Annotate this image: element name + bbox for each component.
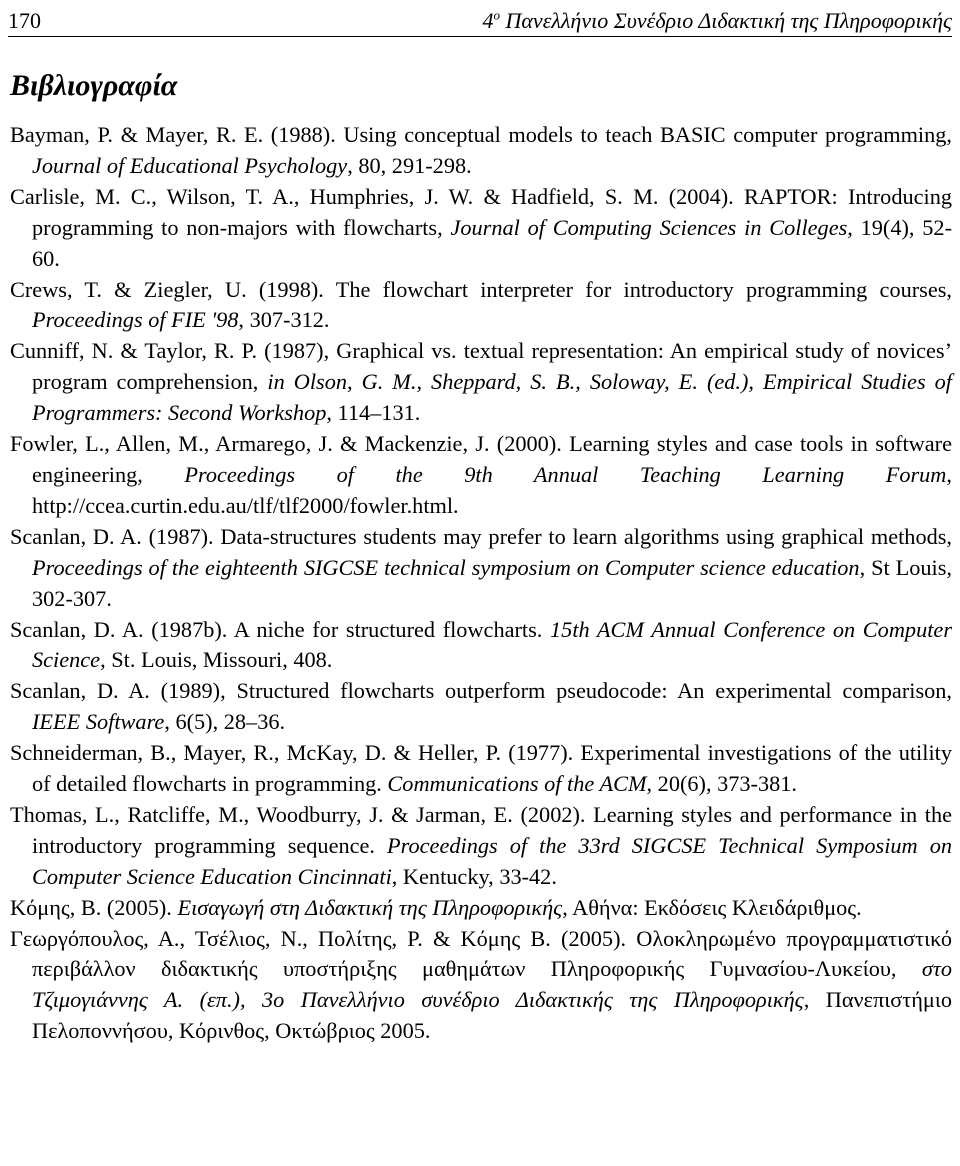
reference-source: Εισαγωγή στη Διδακτική της Πληροφορικής bbox=[177, 894, 563, 920]
reference-entry bbox=[10, 336, 952, 429]
reference-text: , 307-312. bbox=[238, 307, 330, 333]
reference-entry bbox=[10, 275, 952, 337]
reference-text: Crews, T. & Ziegler, U. (1998). The flowchart interpreter for introductory programming courses, bbox=[10, 276, 952, 302]
reference-source: στο Τζιμογιάννης Α. (επ.), 3ο Πανελλήνιο συνέδριο Διδακτικής της Πληροφορικής bbox=[32, 956, 952, 1013]
reference-text: Scanlan, D. A. (1987). Data-structures students may prefer to learn algorithms using graphical methods, bbox=[10, 523, 952, 549]
page-header bbox=[8, 2, 952, 37]
reference-source: Proceedings of the 33rd SIGCSE Technical Symposium on Computer Science Education Cincinnati bbox=[32, 832, 952, 889]
reference-source: Proceedings of the eighteenth SIGCSE technical symposium on Computer science education bbox=[32, 554, 860, 580]
reference-text: , St. Louis, Missouri, 408. bbox=[100, 647, 333, 673]
reference-text: Cunniff, N. & Taylor, R. P. (1987), Graphical vs. textual representation: An empirical study of novices’ program comprehension, bbox=[10, 338, 952, 395]
reference-text: , 114–131. bbox=[326, 400, 421, 426]
reference-text: Carlisle, M. C., Wilson, T. A., Humphries, J. W. & Hadfield, S. M. (2004). RAPTOR: Introducing programming to non-majors with flowcharts, bbox=[10, 183, 952, 240]
reference-text: , 19(4), 52-60. bbox=[32, 214, 952, 271]
reference-source: Proceedings of the 9th Annual Teaching Learning Forum bbox=[184, 461, 947, 487]
reference-text: , Αθήνα: Εκδόσεις Κλειδάριθμος. bbox=[562, 894, 862, 920]
reference-text: , 6(5), 28–36. bbox=[164, 709, 286, 735]
reference-entry bbox=[10, 676, 952, 738]
reference-entry bbox=[10, 615, 952, 677]
reference-entry bbox=[10, 120, 952, 182]
reference-entry bbox=[10, 738, 952, 800]
reference-source: Proceedings of FIE '98 bbox=[32, 307, 239, 333]
reference-entry bbox=[10, 924, 952, 1048]
reference-text: , 20(6), 373-381. bbox=[646, 771, 797, 797]
reference-entry bbox=[10, 893, 952, 924]
reference-text: Bayman, P. & Mayer, R. E. (1988). Using conceptual models to teach BASIC computer programming, bbox=[10, 122, 952, 147]
reference-entry bbox=[10, 800, 952, 893]
reference-entry bbox=[10, 522, 952, 615]
reference-source: Communications of the ACM bbox=[387, 771, 647, 797]
section-title: Βιβλιογραφία bbox=[10, 69, 178, 102]
conference-name: Πανελλήνιο Συνέδριο Διδακτική της Πληροφορικής bbox=[500, 8, 952, 33]
reference-text: Γεωργόπουλος, Α., Τσέλιος, Ν., Πολίτης, Ρ. & Κόμης Β. (2005). Ολοκληρωμένο προγραμματιστικό περιβάλλον διδακτικής υποστήριξης μαθημάτων Πληροφορικής Γυμνασίου-Λυκείου, bbox=[10, 925, 952, 982]
reference-entry bbox=[10, 429, 952, 522]
reference-text: Scanlan, D. A. (1989), Structured flowcharts outperform pseudocode: An experimental comparison, bbox=[10, 678, 952, 704]
reference-source: 15th ACM Annual Conference on Computer Science bbox=[32, 616, 952, 673]
conference-ordinal-suffix: ο bbox=[493, 7, 500, 23]
reference-text: Κόμης, Β. (2005). bbox=[10, 894, 178, 920]
reference-text: , Πανεπιστήμιο Πελοποννήσου, Κόρινθος, Οκτώβριος 2005. bbox=[32, 987, 952, 1044]
reference-text: Schneiderman, B., Mayer, R., McKay, D. & Heller, P. (1977). Experimental investigations of the utility of detailed flowcharts in programming. bbox=[10, 740, 952, 797]
reference-text: , Kentucky, 33-42. bbox=[391, 863, 557, 889]
reference-source: Journal of Computing Sciences in Colleges bbox=[450, 214, 848, 240]
reference-text: Thomas, L., Ratcliffe, M., Woodburry, J. & Jarman, E. (2002). Learning styles and performance in the introductory programming sequence. bbox=[10, 801, 952, 858]
conference-ordinal: 4 bbox=[482, 8, 494, 33]
reference-text: , http://ccea.curtin.edu.au/tlf/tlf2000/fowler.html. bbox=[32, 461, 952, 518]
reference-text: Scanlan, D. A. (1987b). A niche for structured flowcharts. bbox=[10, 616, 551, 642]
reference-source: IEEE Software bbox=[32, 709, 165, 735]
reference-list bbox=[10, 120, 952, 1047]
reference-text: , St Louis, 302-307. bbox=[32, 554, 952, 611]
reference-source: in Olson, G. M., Sheppard, S. B., Soloway, E. (ed.), Empirical Studies of Programmers: Second Workshop bbox=[32, 369, 952, 426]
reference-text: Fowler, L., Allen, M., Armarego, J. & Mackenzie, J. (2000). Learning styles and case tools in software engineering, bbox=[10, 431, 952, 487]
page-number: 170 bbox=[8, 8, 41, 33]
conference-title bbox=[483, 6, 953, 36]
reference-text: , 80, 291-298. bbox=[347, 152, 472, 178]
reference-entry bbox=[10, 182, 952, 275]
reference-source: Journal of Educational Psychology bbox=[32, 152, 348, 178]
